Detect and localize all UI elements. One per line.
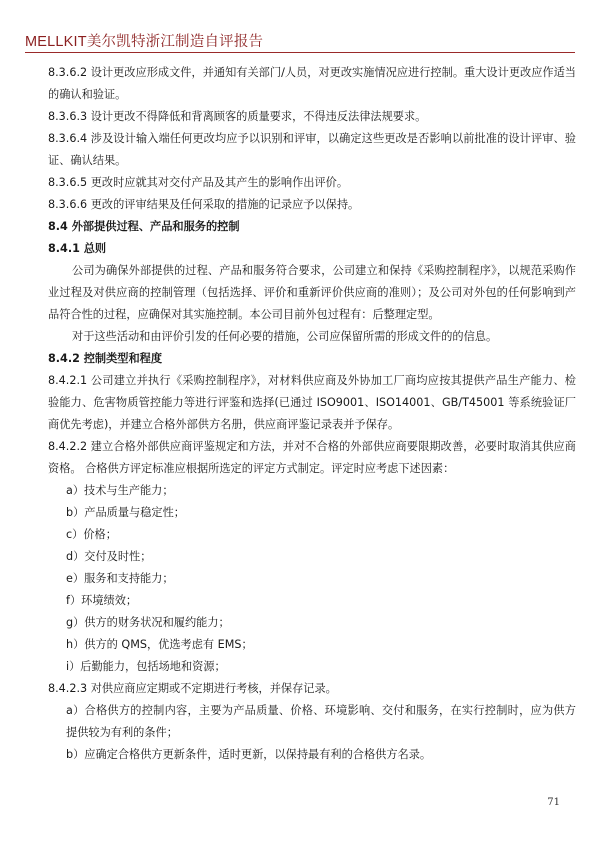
list-item: f）环境绩效； <box>66 594 138 607</box>
list-item: b）应确定合格供方更新条件，适时更新，以保持最有利的合格供方名录。 <box>66 748 432 761</box>
clause-8-4-2-1: 8.4.2.1 公司建立并执行《采购控制程序》，对材料供应商及外协加工厂商均应按其提供产品生产能力、检验能力、危害物质管控能力等进行评鉴和选择(已通过 ISO9001、ISO14001、GB/T45001 等系统验证厂商优先考虑)，并建立合格外部供方名册，供应商评鉴记录表并予保存。 <box>48 374 576 431</box>
header-rule <box>25 52 575 53</box>
documented-info-paragraph: 对于这些活动和由评价引发的任何必要的措施，公司应保留所需的形成文件的的信息。 <box>72 330 498 343</box>
clause-8-3-6-3: 8.3.6.3 设计更改不得降低和背离顾客的质量要求，不得违反法律法规要求。 <box>48 110 427 123</box>
general-paragraph: 公司为确保外部提供的过程、产品和服务符合要求，公司建立和保持《采购控制程序》，以规范采购作业过程及对供应商的控制管理（包括选择、评价和重新评价供应商的准则）；及公司对外包的任何影响到产品符合性的过程，应确保对其实施控制。本公司目前外包过程有：后整理定型。 <box>48 264 576 321</box>
clause-8-4-2-2: 8.4.2.2 建立合格外部供应商评鉴规定和方法，并对不合格的外部供应商要限期改善，必要时取消其供应商资格。 合格供方评定标准应根据所选定的评定方式制定。评定时应考虑下述因素： <box>48 440 576 475</box>
report-title: 浙江制造自评报告 <box>145 34 264 50</box>
list-item: i）后勤能力，包括场地和资源； <box>66 660 226 673</box>
list-item: h）供方的 QMS，优选考虑有 EMS； <box>66 638 253 651</box>
list-item: b）产品质量与稳定性； <box>66 506 185 519</box>
brand-name-en: MELLKIT <box>25 34 87 50</box>
clause-8-3-6-6: 8.3.6.6 更改的评审结果及任何采取的措施的记录应予以保持。 <box>48 198 360 211</box>
list-item: a）技术与生产能力； <box>66 484 174 497</box>
document-body <box>48 62 576 766</box>
header-brand <box>25 30 263 51</box>
clause-8-4-2-3: 8.4.2.3 对供应商应定期或不定期进行考核，并保存记录。 <box>48 682 337 695</box>
list-item: g）供方的财务状况和履约能力； <box>66 616 230 629</box>
section-heading-8-4-2: 8.4.2 控制类型和程度 <box>48 352 163 365</box>
page-number: 71 <box>547 797 560 808</box>
list-item: a）合格供方的控制内容，主要为产品质量、价格、环境影响、交付和服务，在实行控制时，应为供方提供较为有利的条件； <box>66 704 576 739</box>
clause-8-3-6-5: 8.3.6.5 更改时应就其对交付产品及其产生的影响作出评价。 <box>48 176 349 189</box>
list-item: c）价格； <box>66 528 117 541</box>
list-item: e）服务和支持能力； <box>66 572 174 585</box>
clause-8-3-6-2: 8.3.6.2 设计更改应形成文件，并通知有关部门/人员，对更改实施情况应进行控制。重大设计更改应作适当的确认和验证。 <box>48 66 576 101</box>
section-heading-8-4-1: 8.4.1 总则 <box>48 242 107 255</box>
clause-8-3-6-4: 8.3.6.4 涉及设计输入端任何更改均应予以识别和评审，以确定这些更改是否影响以前批准的设计评审、验证、确认结果。 <box>48 132 576 167</box>
list-item: d）交付及时性； <box>66 550 152 563</box>
brand-name-cn: 美尔凯特 <box>86 34 146 50</box>
page-header <box>25 30 575 52</box>
section-heading-8-4: 8.4 外部提供过程、产品和服务的控制 <box>48 220 240 233</box>
